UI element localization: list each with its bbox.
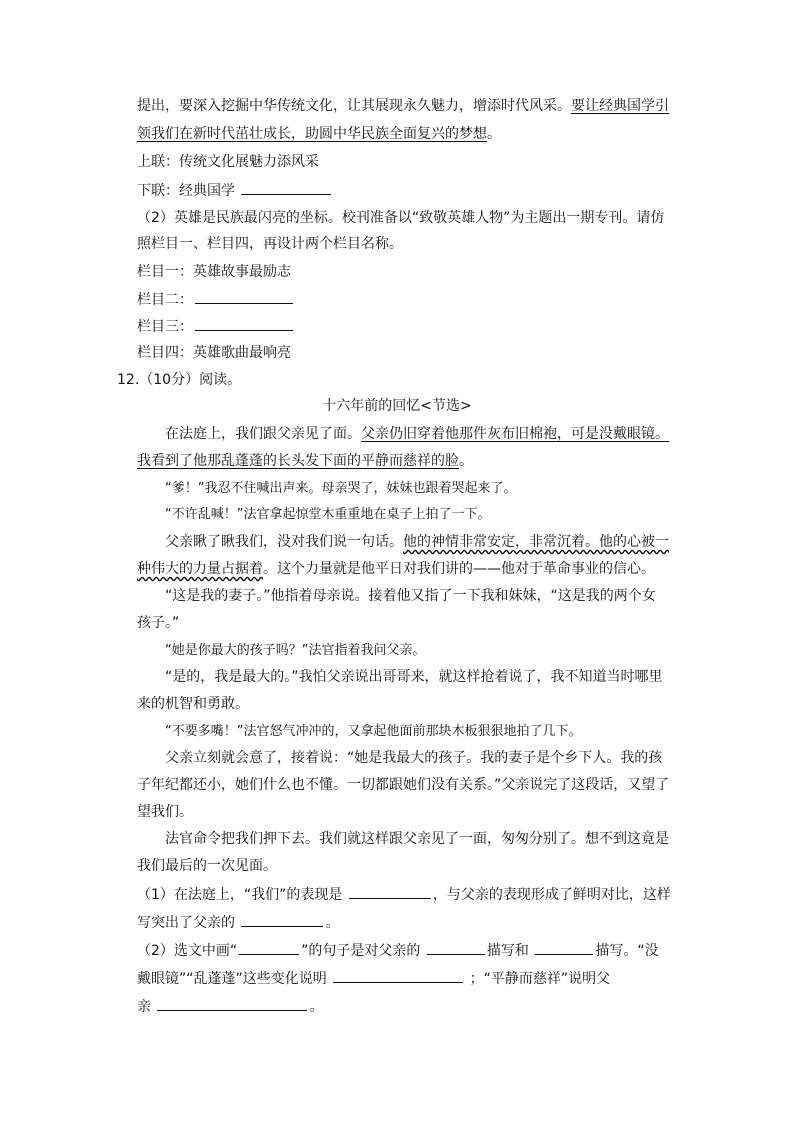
column-1: 栏目一：英雄故事最励志 (137, 264, 291, 280)
column-3 (137, 316, 295, 337)
question-text: ，与父亲的表现形成了鲜明对比，这样 (432, 887, 671, 903)
paragraph-line (137, 451, 473, 471)
question-text: 描写。“没 (595, 943, 659, 959)
answer-blank[interactable] (157, 996, 307, 1011)
paragraph-line: “这是我的妻子。”他指着母亲说。接着他又指了一下我和妹妹，“这是我的两个女 (165, 588, 656, 604)
answer-blank[interactable] (349, 884, 431, 899)
underlined-sentence: 要让经典国学引 (571, 98, 669, 114)
paragraph-line: 望我们。 (137, 804, 193, 820)
sentence: 提出，要深入挖掘中华传统文化，让其展现永久魅力，增添时代风采。 (137, 98, 571, 114)
question-text: 写突出了父亲的 (137, 915, 235, 931)
xialian (137, 180, 333, 201)
answer-blank[interactable] (239, 940, 299, 955)
underlined-sentence: 领我们在新时代茁壮成长，助圆中华民族全面复兴的梦想 (137, 126, 487, 142)
question-2-cont (137, 968, 610, 989)
paragraph-line: 父亲立刻就会意了，接着说：“她是我最大的孩子。我的妻子是个乡下人。我的孩 (165, 750, 663, 766)
paragraph-line: 子年纪都还小，她们什么也不懂。一切都跟她们没有关系。”父亲说完了这段话，又望了 (137, 777, 670, 793)
underlined-sentence: 我看到了他那乱蓬蓬的长头发下面的平静而慈祥的脸 (137, 453, 459, 469)
question-text: （2）选文中画“ (137, 943, 238, 959)
question-text: ”的句子是对父亲的 (301, 943, 421, 959)
answer-blank[interactable] (535, 940, 593, 955)
paragraph-line: 法官命令把我们押下去。我们就这样跟父亲见了一面，匆匆分别了。想不到这竟是 (165, 831, 669, 847)
shanglian: 上联：传统文化展魅力添风采 (137, 154, 319, 170)
answer-blank[interactable] (241, 912, 323, 927)
punctuation: 。 (309, 999, 324, 1015)
paragraph-line: “她是你最大的孩子吗？”法官指着我问父亲。 (165, 643, 426, 658)
paragraph-line (165, 424, 669, 444)
paragraph-line: “是的，我是最大的。”我怕父亲说出哥哥来，就这样抢着说了，我不知道当时哪里 (165, 669, 663, 685)
paragraph-line: 我们最后的一次见面。 (137, 858, 277, 874)
question-text: 描写和 (486, 943, 529, 959)
sentence: 在法庭上，我们跟父亲见了面。 (165, 426, 361, 442)
passage-title: 十六年前的回忆<节选> (322, 398, 472, 414)
answer-blank[interactable] (241, 180, 331, 195)
text-line (137, 124, 501, 144)
question-text: 亲 (137, 999, 151, 1015)
question-number: 12.（10分）阅读。 (117, 372, 242, 388)
paragraph-line: “不要多嘴！”法官怒气冲冲的，又拿起他面前那块木板狠狠地拍了几下。 (165, 724, 582, 739)
question-text: （2）英雄是民族最闪亮的坐标。校刊准备以“致敬英雄人物”为主题出一期专刊。请仿 (137, 210, 665, 226)
column-label: 栏目二： (137, 292, 193, 308)
question-1-cont (137, 912, 339, 933)
question-text: 照栏目一、栏目四，再设计两个栏目名称。 (137, 236, 403, 252)
paragraph-line (137, 559, 655, 579)
question-2-cont (137, 996, 323, 1017)
punctuation: 。 (459, 453, 473, 469)
text-line (137, 96, 669, 116)
wavy-underlined-sentence: 他的神情非常安定，非常沉着。他的心被一 (403, 534, 669, 550)
paragraph-line: “爹！”我忍不住喊出声来。母亲哭了，妹妹也跟着哭起来了。 (165, 481, 517, 496)
paragraph-line: 来的机智和勇敢。 (137, 696, 249, 712)
column-2 (137, 289, 295, 310)
sentence: 。这个力量就是他平日对我们讲的——他对于革命事业的信心。 (263, 561, 655, 577)
question-text: 戴眼镜”“乱蓬蓬”这些变化说明 (137, 971, 327, 987)
answer-blank[interactable] (333, 968, 463, 983)
paragraph-line: “不许乱喊！”法官拿起惊堂木重重地在桌子上拍了一下。 (165, 507, 491, 522)
answer-blank[interactable] (427, 940, 485, 955)
underlined-sentence: 父亲仍旧穿着他那件灰布旧棉袍，可是没戴眼镜。 (361, 426, 669, 442)
xialian-label: 下联：经典国学 (137, 183, 235, 199)
paragraph-line: 孩子。” (137, 615, 180, 631)
question-1 (137, 884, 671, 905)
wavy-underlined-sentence: 种伟大的力量占据着 (137, 561, 263, 577)
paragraph-line (165, 532, 669, 552)
question-text: ；“平静而慈祥”说明父 (469, 971, 611, 987)
punctuation: 。 (487, 126, 501, 142)
answer-blank[interactable] (195, 316, 293, 331)
column-label: 栏目三： (137, 319, 193, 335)
question-text: （1）在法庭上，“我们”的表现是 (137, 887, 343, 903)
answer-blank[interactable] (195, 289, 293, 304)
punctuation: 。 (325, 915, 340, 931)
sentence: 父亲瞅了瞅我们，没对我们说一句话。 (165, 534, 403, 550)
column-4: 栏目四：英雄歌曲最响亮 (137, 345, 291, 361)
question-2 (137, 940, 659, 961)
